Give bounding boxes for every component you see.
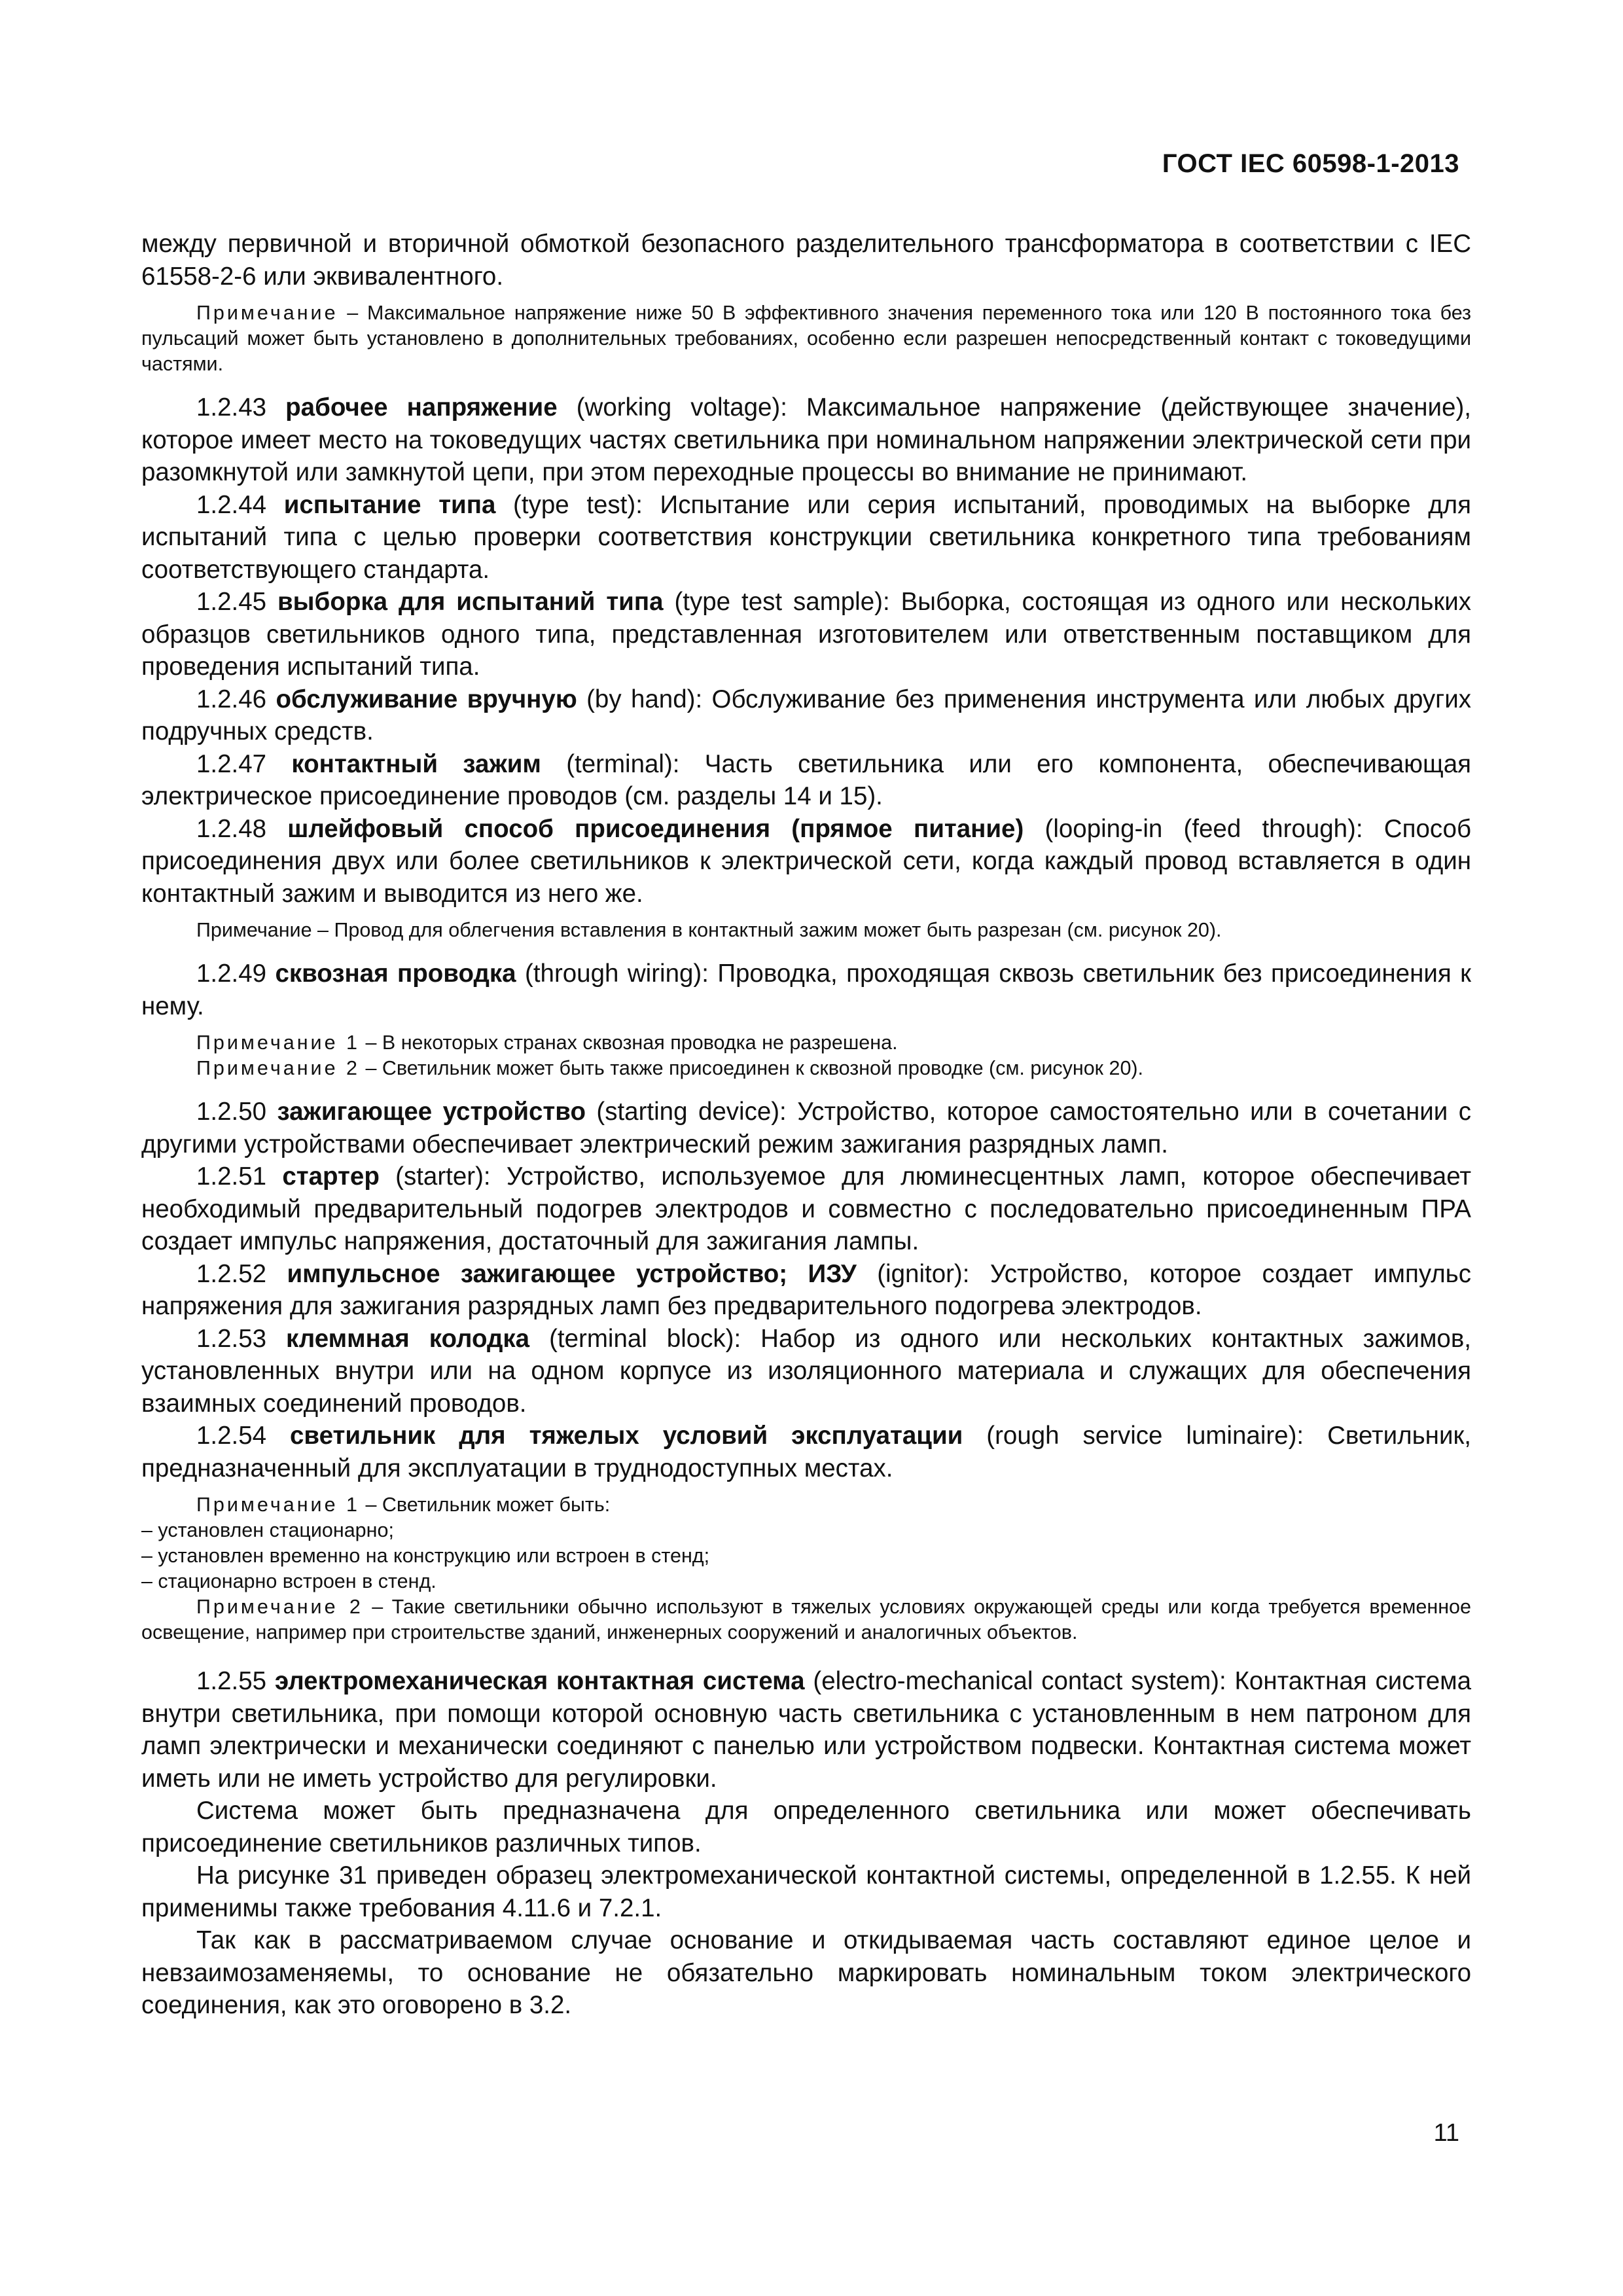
definition-1-2-44	[141, 489, 1471, 586]
definition-text: (type test sample): Выборка, состоящая из одного или нескольких образцов светильников одного типа, представленная изготовителем или ответственным поставщиком для проведения испытаний типа.	[141, 588, 1471, 681]
definition-1-2-55	[141, 1665, 1471, 1795]
definition-1-2-46	[141, 683, 1471, 748]
term: контактный зажим	[291, 749, 541, 778]
term: светильник для тяжелых условий эксплуатации	[290, 1422, 963, 1450]
clause-number: 1.2.46	[196, 685, 276, 713]
list-item: – установлен стационарно;	[141, 1519, 394, 1541]
definition-text: (by hand): Обслуживание без применения инструмента или любых других подручных средств.	[141, 685, 1471, 745]
definition-1-2-45	[141, 586, 1471, 683]
definition-1-2-55-paragraph-3: На рисунке 31 приведен образец электромеханической контактной системы, определенной в 1.2.55. К ней применимы также требования 4.11.6 и 7.2.1.	[141, 1861, 1471, 1922]
intro-note	[141, 300, 1471, 377]
term: электромеханическая контактная система	[274, 1667, 805, 1695]
definition-text: (through wiring): Проводка, проходящая сквозь светильник без присоединения к нему.	[141, 960, 1471, 1020]
term: испытание типа	[283, 490, 496, 519]
definition-1-2-49-note-1	[141, 1030, 1471, 1056]
term: стартер	[282, 1162, 380, 1191]
definition-1-2-43	[141, 391, 1471, 489]
list-item: – стационарно встроен в стенд.	[141, 1570, 437, 1592]
definition-1-2-51	[141, 1160, 1471, 1258]
definition-1-2-53	[141, 1323, 1471, 1420]
clause-number: 1.2.44	[196, 490, 284, 519]
definition-1-2-49	[141, 958, 1471, 1022]
intro-paragraph: между первичной и вторичной обмоткой безопасного разделительного трансформатора в соответствии с IEC 61558-2-6 или эквивалентного.	[141, 230, 1471, 291]
definition-text: (starter): Устройство, используемое для люминесцентных ламп, которое обеспечивает необходимый предварительный подогрев электродов и совместно с последовательно присоединенным ПРА создает импульс напряжения, достаточный для зажигания лампы.	[141, 1162, 1471, 1255]
clause-number: 1.2.51	[196, 1162, 283, 1191]
note-label: Примечание 2	[196, 1596, 363, 1618]
definition-1-2-54	[141, 1420, 1471, 1484]
definition-text: (terminal): Часть светильника или его компонента, обеспечивающая электрическое присоединение проводов (см. разделы 14 и 15).	[141, 749, 1471, 810]
note-text: – В некоторых странах сквозная проводка не разрешена.	[359, 1031, 898, 1054]
term: шлейфовый способ присоединения (прямое питание)	[287, 814, 1024, 843]
note-label: Примечание 1	[196, 1494, 360, 1516]
definition-1-2-54-note-1	[141, 1492, 1471, 1518]
term: сквозная проводка	[275, 960, 516, 988]
clause-number: 1.2.55	[196, 1667, 275, 1695]
list-item: – установлен временно на конструкцию или встроен в стенд;	[141, 1545, 710, 1567]
definition-1-2-50	[141, 1096, 1471, 1160]
clause-number: 1.2.52	[196, 1259, 287, 1288]
page-number: 11	[1433, 2119, 1459, 2147]
clause-number: 1.2.43	[196, 393, 286, 422]
clause-number: 1.2.47	[196, 749, 292, 778]
note-text: – Такие светильники обычно используют в тяжелых условиях окружающей среды или когда требуется временное освещение, например при строительстве зданий, инженерных сооружений и аналогичных объектов.	[141, 1596, 1471, 1643]
clause-number: 1.2.48	[196, 814, 288, 843]
page-content	[141, 228, 1471, 2022]
definition-1-2-55-paragraph-4: Так как в рассматриваемом случае основание и откидываемая часть составляют единое целое и невзаимозаменяемы, то основание не обязательно маркировать номинальным током электрического соединения, как это оговорено в 3.2.	[141, 1926, 1471, 2019]
standard-header: ГОСТ IEC 60598-1-2013	[1162, 149, 1459, 178]
definition-text: (electro-mechanical contact system): Контактная система внутри светильника, при помощи которой основную часть светильника с установленным в нем патроном для ламп электрически и механически соединяют с панелью или устройством подвески. Контактная система может иметь или не иметь устройство для регулировки.	[141, 1667, 1472, 1793]
definition-1-2-52	[141, 1258, 1471, 1323]
definition-text: (looping-in (feed through): Способ присоединения двух или более светильников к электрической сети, когда каждый провод вставляется в один контактный зажим и выводится из него же.	[141, 814, 1471, 908]
definition-1-2-49-note-2	[141, 1056, 1471, 1081]
definition-1-2-55-paragraph-2: Система может быть предназначена для определенного светильника или может обеспечивать присоединение светильников различных типов.	[141, 1797, 1471, 1857]
definition-text: (terminal block): Набор из одного или нескольких контактных зажимов, установленных внутри или на одном корпусе из изоляционного материала и служащих для обеспечения взаимных соединений проводов.	[141, 1324, 1471, 1418]
definition-text: (ignitor): Устройство, которое создает импульс напряжения для зажигания разрядных ламп без предварительного подогрева электродов.	[141, 1259, 1471, 1320]
note-label: Примечание	[196, 302, 338, 324]
term: выборка для испытаний типа	[277, 588, 664, 616]
definition-text: (starting device): Устройство, которое самостоятельно или в сочетании с другими устройствами обеспечивает электрический режим зажигания разрядных ламп.	[141, 1098, 1471, 1158]
definition-1-2-48	[141, 813, 1471, 910]
note-label: Примечание 2	[196, 1057, 360, 1079]
clause-number: 1.2.54	[196, 1422, 290, 1450]
definition-text: (type test): Испытание или серия испытаний, проводимых на выборке для испытаний типа с целью проверки соответствия конструкции светильника конкретного типа требованиям соответствующего стандарта.	[141, 490, 1471, 584]
term: рабочее напряжение	[285, 393, 558, 422]
note-text: – Светильник может быть также присоединен к сквозной проводке (см. рисунок 20).	[359, 1057, 1144, 1079]
term: импульсное зажигающее устройство; ИЗУ	[287, 1259, 857, 1288]
clause-number: 1.2.45	[196, 588, 277, 616]
note-text: – Светильник может быть:	[359, 1494, 611, 1516]
term: обслуживание вручную	[276, 685, 577, 713]
definition-text: (rough service luminaire): Светильник, предназначенный для эксплуатации в труднодоступных местах.	[141, 1422, 1471, 1482]
term: клеммная колодка	[286, 1324, 530, 1353]
definition-text: (working voltage): Максимальное напряжение (действующее значение), которое имеет место на токоведущих частях светильника при номинальном напряжении электрической сети при разомкнутой или замкнутой цепи, при этом переходные процессы во внимание не принимают.	[141, 393, 1471, 486]
clause-number: 1.2.53	[196, 1324, 287, 1353]
definition-1-2-47	[141, 748, 1471, 813]
note-text: – Максимальное напряжение ниже 50 В эффективного значения переменного тока или 120 В постоянного тока без пульсаций может быть установлено в дополнительных требованиях, особенно если разрешен непосредственный контакт с токоведущими частями.	[141, 302, 1471, 375]
definition-1-2-54-note-2	[141, 1594, 1471, 1645]
note-label: Примечание 1	[196, 1031, 360, 1054]
term: зажигающее устройство	[277, 1098, 586, 1126]
definition-1-2-48-note: Примечание – Провод для облегчения вставления в контактный зажим может быть разрезан (см. рисунок 20).	[196, 919, 1222, 941]
clause-number: 1.2.50	[196, 1098, 277, 1126]
clause-number: 1.2.49	[196, 960, 276, 988]
